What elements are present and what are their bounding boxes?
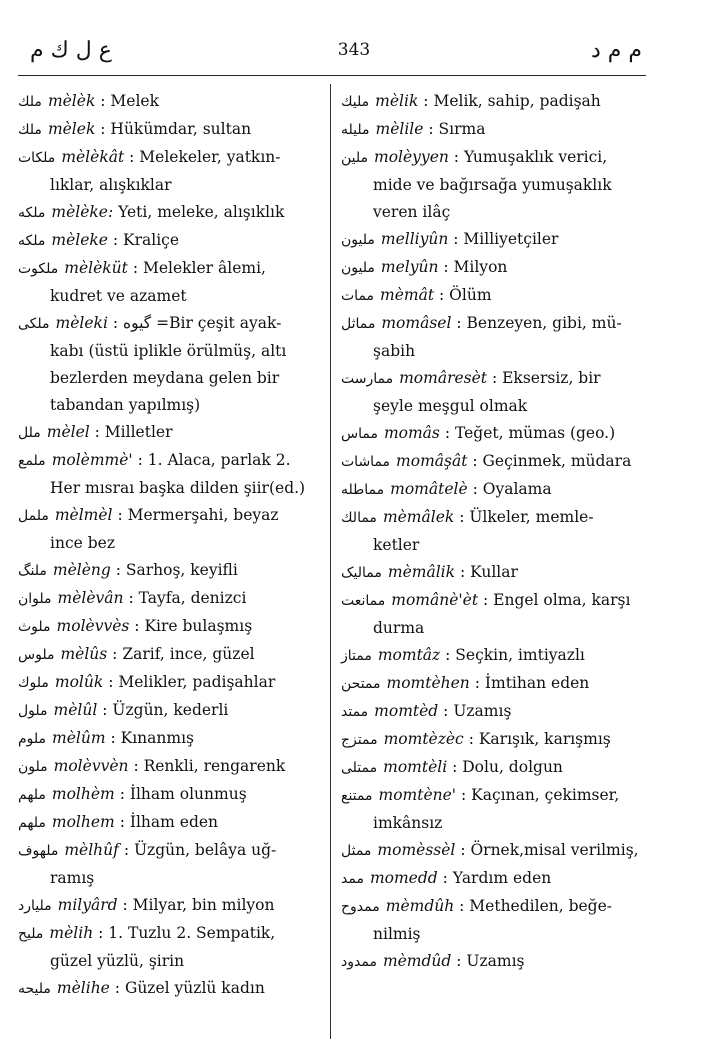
entry-arabic: مليحه xyxy=(18,981,51,997)
entry-arabic: ملهم xyxy=(18,815,46,831)
entry-definition: : Melik, sahip, padişah xyxy=(423,92,601,110)
entry-transliteration: mèlih xyxy=(49,924,94,942)
entry-definition: : Renkli, rengarenk xyxy=(133,757,286,775)
entry-transliteration: mèmdûh xyxy=(385,897,455,915)
dictionary-entry xyxy=(18,920,324,948)
dictionary-entry xyxy=(341,310,641,338)
entry-arabic: ممانعت xyxy=(341,593,386,609)
entry-definition: : Kraliçe xyxy=(112,231,180,249)
entry-transliteration: molûk xyxy=(54,673,104,691)
dictionary-entry xyxy=(18,116,324,144)
entry-arabic: ملكوت xyxy=(18,261,59,277)
entry-transliteration: mèmâlek xyxy=(382,508,455,526)
entry-definition: : Yardım eden xyxy=(442,869,552,887)
entry-continuation: kudret ve azamet xyxy=(50,287,187,305)
entry-definition: : Seçkin, imtiyazlı xyxy=(445,646,585,664)
entry-transliteration: mèlik xyxy=(375,92,419,110)
entry-arabic: ملنگ xyxy=(18,563,47,579)
entry-arabic: ملوم xyxy=(18,731,47,747)
entry-transliteration: momtèd xyxy=(374,702,439,720)
entry-transliteration: momâtelè xyxy=(390,480,468,498)
dictionary-entry xyxy=(18,975,324,1003)
dictionary-entry xyxy=(18,697,324,725)
entry-arabic: ملهوف xyxy=(18,843,59,859)
entry-transliteration: mèlek xyxy=(47,120,96,138)
entry-continuation: ramış xyxy=(50,869,95,887)
entry-arabic: مماشات xyxy=(341,454,391,470)
entry-transliteration: molèvvèn xyxy=(53,757,129,775)
dictionary-entry xyxy=(18,144,324,172)
dictionary-entry xyxy=(18,419,324,447)
entry-arabic: ممتنع xyxy=(341,788,373,804)
dictionary-entry xyxy=(18,753,324,781)
entry-arabic: ململ xyxy=(18,508,49,524)
entry-definition: : Uzamış xyxy=(443,702,512,720)
dictionary-entry xyxy=(341,144,641,172)
entry-definition: : Karışık, karışmış xyxy=(468,730,611,748)
entry-definition: : Melekler âlemi, xyxy=(132,259,266,277)
entry-arabic: ملوك xyxy=(18,675,49,691)
entry-definition: : 1. Alaca, parlak 2. xyxy=(137,451,291,469)
dictionary-entry xyxy=(341,670,641,698)
entry-continuation: imkânsız xyxy=(373,814,443,832)
entry-definition: : Üzgün, belâya uğ- xyxy=(123,841,277,859)
dictionary-entry xyxy=(18,613,324,641)
entry-transliteration: mèlèküt xyxy=(64,259,128,277)
dictionary-entry xyxy=(341,226,641,254)
entry-continuation: bezlerden meydana gelen bir xyxy=(50,369,280,387)
entry-arabic: مليون xyxy=(341,232,375,248)
entry-arabic: ملك xyxy=(18,122,42,138)
dictionary-entry xyxy=(18,227,324,255)
header-left-letters: ع ل ك م xyxy=(30,38,112,63)
entry-arabic: ملكه xyxy=(18,205,46,221)
entry-definition: : 1. Tuzlu 2. Sempatik, xyxy=(98,924,276,942)
entry-continuation: ketler xyxy=(373,536,420,554)
dictionary-entry xyxy=(341,726,641,754)
entry-transliteration: mèlèng xyxy=(52,561,111,579)
entry-arabic: ممارست xyxy=(341,371,394,387)
dictionary-entry xyxy=(341,837,641,865)
dictionary-entry xyxy=(18,837,324,865)
dictionary-entry xyxy=(18,502,324,530)
entry-definition: : Ölüm xyxy=(439,286,492,304)
entry-continuation: veren ilâç xyxy=(373,203,451,221)
entry-definition: : Teğet, mümas (geo.) xyxy=(444,424,616,442)
entry-arabic: ملكه xyxy=(18,233,46,249)
entry-definition: : Tayfa, denizci xyxy=(128,589,247,607)
entry-arabic: ممتاز xyxy=(341,648,372,664)
entry-transliteration: momâşât xyxy=(396,452,468,470)
entry-arabic: ملكات xyxy=(18,150,56,166)
entry-definition: : Milyar, bin milyon xyxy=(122,896,275,914)
entry-definition: : Kaçınan, çekimser, xyxy=(460,786,620,804)
entry-arabic: ممتد xyxy=(341,704,369,720)
entry-definition: : Sırma xyxy=(428,120,486,138)
entry-definition: : Ülkeler, memle- xyxy=(459,508,594,526)
entry-arabic: ملهم xyxy=(18,787,46,803)
entry-transliteration: molèmmè' xyxy=(51,451,133,469)
entry-continuation: tabandan yapılmış) xyxy=(50,396,201,414)
dictionary-entry xyxy=(18,781,324,809)
entry-definition: : گيوه =Bir çeşit ayak- xyxy=(112,314,282,332)
entry-arabic: ممتحن xyxy=(341,676,381,692)
dictionary-entry xyxy=(341,559,641,587)
entry-transliteration: mèlûs xyxy=(60,645,108,663)
entry-definition: : Engel olma, karşı xyxy=(483,591,631,609)
entry-transliteration: mèmât xyxy=(380,286,435,304)
entry-transliteration: mèlihe xyxy=(56,979,110,997)
dictionary-entry xyxy=(18,641,324,669)
entry-continuation: durma xyxy=(373,619,425,637)
entry-transliteration: mèleki xyxy=(55,314,108,332)
dictionary-entry xyxy=(18,725,324,753)
entry-definition: : Dolu, dolgun xyxy=(452,758,563,776)
entry-arabic: ممالك xyxy=(341,510,377,526)
dictionary-entry xyxy=(341,893,641,921)
left-column xyxy=(18,88,324,1003)
dictionary-entry xyxy=(341,365,641,393)
entry-arabic: ملوان xyxy=(18,591,52,607)
dictionary-entry xyxy=(341,698,641,726)
entry-transliteration: momtèzèc xyxy=(383,730,464,748)
entry-arabic: مماثل xyxy=(341,316,376,332)
entry-continuation: kabı (üstü iplikle örülmüş, altı xyxy=(50,342,287,360)
entry-transliteration: mèlèvân xyxy=(57,589,124,607)
entry-arabic: مماس xyxy=(341,426,378,442)
dictionary-entry xyxy=(341,476,641,504)
dictionary-entry xyxy=(18,557,324,585)
entry-arabic: ممتلى xyxy=(341,760,378,776)
dictionary-entry xyxy=(341,88,641,116)
entry-definition: : Üzgün, kederli xyxy=(102,701,229,719)
dictionary-entry xyxy=(18,310,324,338)
dictionary-entry xyxy=(18,809,324,837)
dictionary-entry xyxy=(341,254,641,282)
dictionary-entry xyxy=(18,669,324,697)
entry-transliteration: momtèhen xyxy=(386,674,470,692)
entry-transliteration: momtèli xyxy=(383,758,448,776)
entry-transliteration: mèmdûd xyxy=(382,952,452,970)
header-rule xyxy=(18,75,646,76)
entry-definition: : Kire bulaşmış xyxy=(134,617,253,635)
entry-arabic: ممتزج xyxy=(341,732,378,748)
entry-transliteration: melliyûn xyxy=(380,230,449,248)
page-number: 343 xyxy=(337,40,371,60)
page-header xyxy=(0,38,708,68)
dictionary-entry xyxy=(18,447,324,475)
entry-transliteration: mèmâlik xyxy=(387,563,456,581)
entry-definition: : İmtihan eden xyxy=(474,674,590,692)
dictionary-entry xyxy=(341,282,641,310)
entry-continuation: şeyle meşgul olmak xyxy=(373,397,528,415)
dictionary-entry xyxy=(341,587,641,615)
entry-definition: : Methedilen, beğe- xyxy=(459,897,613,915)
entry-continuation: mide ve bağırsağa yumuşaklık xyxy=(373,176,612,194)
entry-continuation: lıklar, alışkıklar xyxy=(50,176,172,194)
entry-arabic: ممدوح xyxy=(341,899,380,915)
entry-arabic: مليك xyxy=(341,94,370,110)
entry-transliteration: molèyyen xyxy=(374,148,449,166)
entry-transliteration: mèlèkât xyxy=(61,148,125,166)
dictionary-entry xyxy=(341,865,641,893)
entry-definition: : Güzel yüzlü kadın xyxy=(114,979,265,997)
entry-transliteration: momtâz xyxy=(377,646,441,664)
entry-transliteration: momtène' xyxy=(378,786,457,804)
dictionary-entry xyxy=(18,585,324,613)
entry-definition: : Mermerşahi, beyaz xyxy=(117,506,279,524)
entry-continuation: güzel yüzlü, şirin xyxy=(50,952,185,970)
entry-transliteration: momèssèl xyxy=(377,841,456,859)
entry-arabic: مليون xyxy=(341,260,375,276)
entry-definition: : Milliyetçiler xyxy=(453,230,559,248)
entry-arabic: مليارد xyxy=(18,898,52,914)
entry-definition: : Örnek,misal verilmiş, xyxy=(460,841,639,859)
dictionary-entry xyxy=(341,504,641,532)
dictionary-entry xyxy=(341,782,641,810)
right-column xyxy=(341,88,641,976)
column-divider xyxy=(330,84,331,1039)
entry-transliteration: momâs xyxy=(383,424,440,442)
entry-transliteration: mèlmèl xyxy=(54,506,113,524)
entry-definition: : Milletler xyxy=(94,423,173,441)
dictionary-entry xyxy=(341,754,641,782)
dictionary-entry xyxy=(18,255,324,283)
dictionary-entry xyxy=(341,420,641,448)
entry-definition: : Zarif, ince, güzel xyxy=(112,645,255,663)
entry-transliteration: momâsel xyxy=(381,314,452,332)
entry-transliteration: mèlel xyxy=(46,423,90,441)
entry-arabic: ملوس xyxy=(18,647,55,663)
entry-arabic: ممالیک xyxy=(341,565,382,581)
entry-continuation: ince bez xyxy=(50,534,115,552)
entry-definition: : Yumuşaklık verici, xyxy=(453,148,608,166)
entry-arabic: ممدود xyxy=(341,954,377,970)
entry-continuation: Her mısraı başka dilden şiir(ed.) xyxy=(50,479,306,497)
entry-arabic: ممات xyxy=(341,288,375,304)
entry-arabic: ملك xyxy=(18,94,42,110)
dictionary-entry xyxy=(18,88,324,116)
entry-transliteration: molhèm xyxy=(51,785,115,803)
entry-definition: : Melikler, padişahlar xyxy=(108,673,276,691)
entry-transliteration: mèlèk xyxy=(47,92,96,110)
entry-definition: : İlham eden xyxy=(119,813,219,831)
entry-arabic: ملول xyxy=(18,703,48,719)
entry-arabic: ملوث xyxy=(18,619,51,635)
dictionary-entry xyxy=(341,948,641,976)
entry-arabic: ممد xyxy=(341,871,364,887)
dictionary-entry xyxy=(18,892,324,920)
entry-transliteration: melyûn xyxy=(380,258,439,276)
entry-definition: : Benzeyen, gibi, mü- xyxy=(456,314,622,332)
entry-definition: : Eksersiz, bir xyxy=(491,369,601,387)
dictionary-entry xyxy=(341,642,641,670)
entry-definition: : Milyon xyxy=(443,258,508,276)
entry-definition: : Oyalama xyxy=(472,480,552,498)
entry-definition: : Sarhoş, keyifli xyxy=(115,561,238,579)
entry-definition: : Uzamış xyxy=(456,952,525,970)
entry-arabic: ملين xyxy=(341,150,369,166)
entry-arabic: ملكى xyxy=(18,316,50,332)
entry-definition: : Geçinmek, müdara xyxy=(472,452,632,470)
entry-transliteration: molhem xyxy=(51,813,115,831)
entry-transliteration: momânè'èt xyxy=(391,591,479,609)
entry-continuation: nilmiş xyxy=(373,925,421,943)
entry-definition: : Kınanmış xyxy=(110,729,195,747)
entry-definition: : İlham olunmuş xyxy=(119,785,247,803)
entry-transliteration: milyârd xyxy=(57,896,118,914)
entry-arabic: مماطله xyxy=(341,482,385,498)
entry-definition: : Hükümdar, sultan xyxy=(100,120,252,138)
dictionary-entry xyxy=(341,116,641,144)
entry-arabic: ممثل xyxy=(341,843,372,859)
entry-arabic: مليله xyxy=(341,122,370,138)
entry-transliteration: mèleke xyxy=(51,231,108,249)
entry-definition: : Kullar xyxy=(459,563,518,581)
entry-arabic: ملمع xyxy=(18,453,46,469)
entry-transliteration: molèvvès xyxy=(56,617,130,635)
entry-definition: Yeti, meleke, alışıklık xyxy=(118,203,285,221)
entry-transliteration: mèlûl xyxy=(53,701,98,719)
entry-transliteration: mèlhûf xyxy=(64,841,119,859)
entry-continuation: şabih xyxy=(373,342,416,360)
entry-transliteration: momedd xyxy=(369,869,438,887)
entry-definition: : Melek xyxy=(100,92,159,110)
dictionary-entry xyxy=(341,448,641,476)
dictionary-entry xyxy=(18,199,324,227)
entry-transliteration: mèlûm xyxy=(52,729,106,747)
entry-arabic: ملل xyxy=(18,425,41,441)
entry-transliteration: momâresèt xyxy=(399,369,488,387)
entry-transliteration: mèlèke: xyxy=(51,203,114,221)
entry-arabic: مليح xyxy=(18,926,44,942)
entry-transliteration: mèlile xyxy=(375,120,424,138)
header-right-letters: م م د xyxy=(590,38,642,63)
entry-definition: : Melekeler, yatkın- xyxy=(129,148,281,166)
entry-arabic: ملون xyxy=(18,759,48,775)
